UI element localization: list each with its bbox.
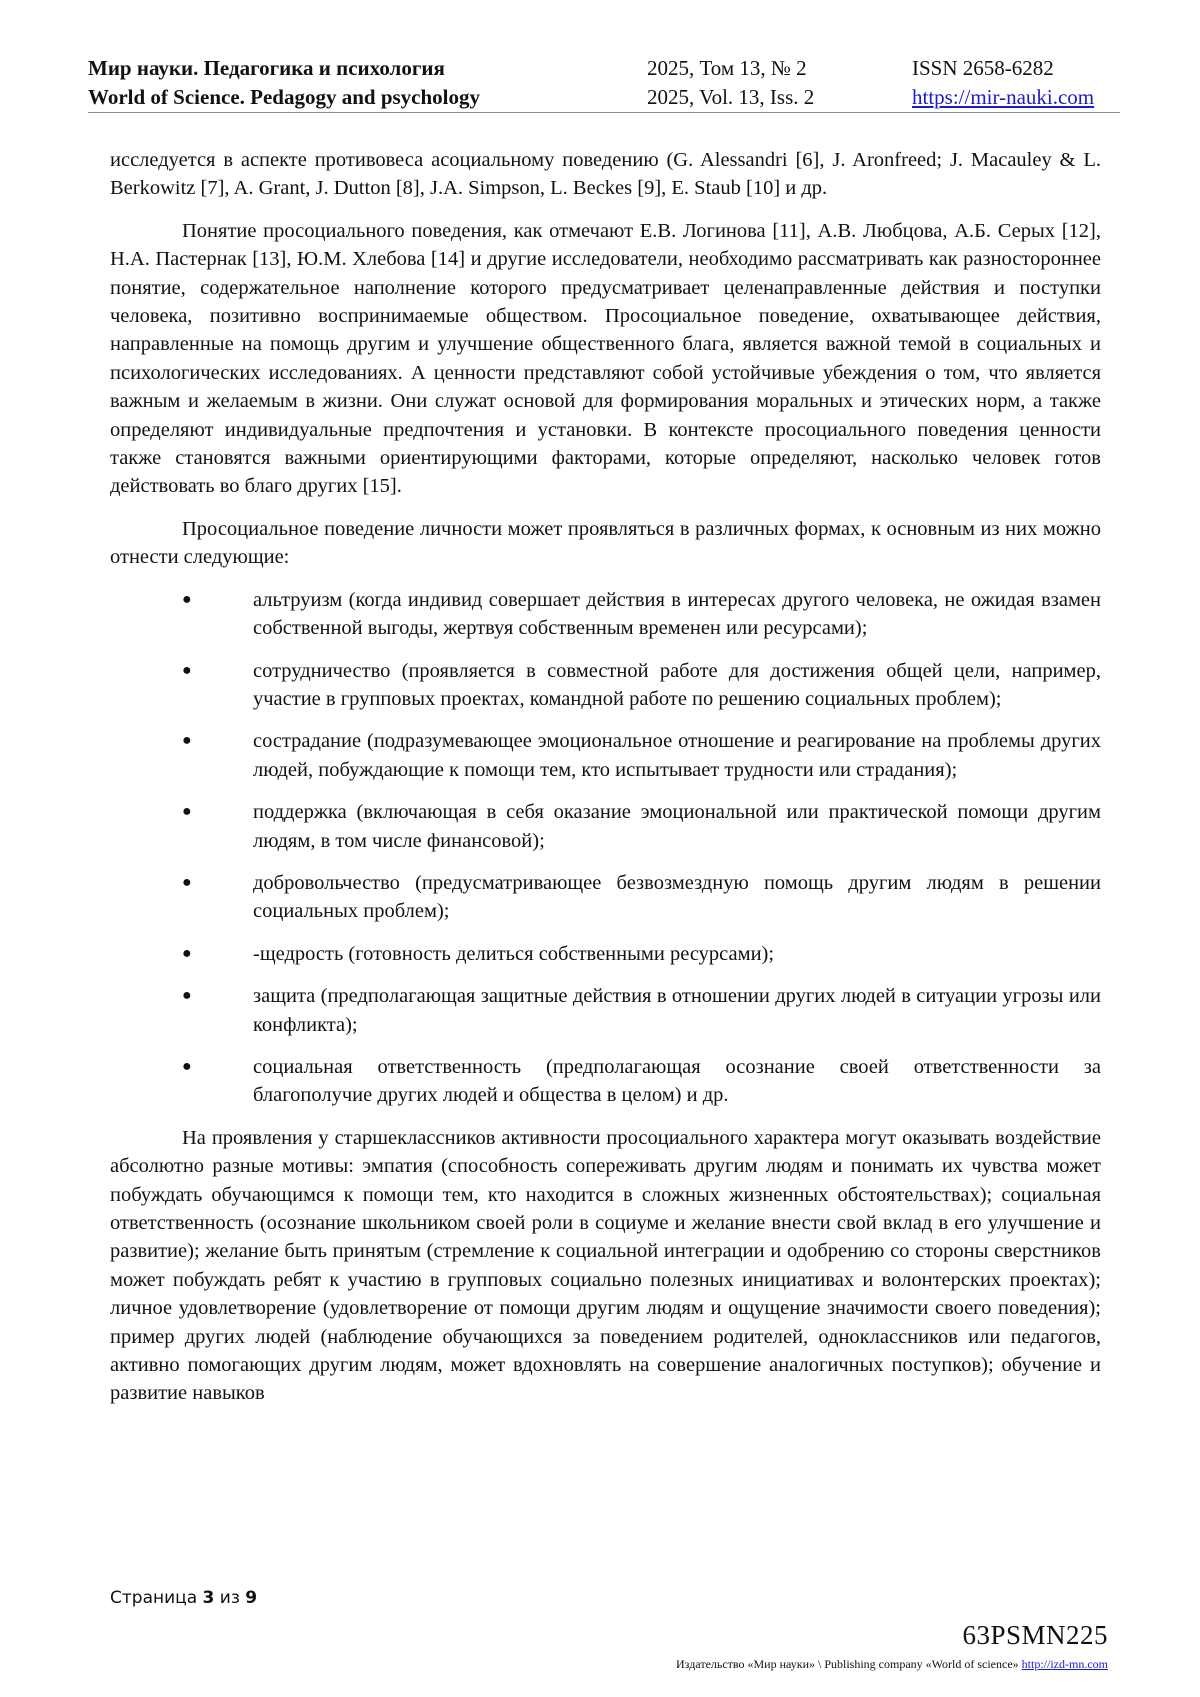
publisher-url-link[interactable]: http://izd-mn.com bbox=[1021, 1657, 1108, 1671]
journal-url-link[interactable]: https://mir-nauki.com bbox=[912, 85, 1095, 109]
paragraph-1: исследуется в аспекте противовеса асоциальному поведению (G. Alessandri [6], J. Aronfreed; J. Macauley & L. Berkowitz [7], A. Grant, J. Dutton [8], J.A. Simpson, L. Beckes [9], E. Staub [10] и др. bbox=[110, 149, 1101, 200]
paragraph-4: На проявления у старшеклассников активности просоциального характера могут оказывать воздействие абсолютно разные мотивы: эмпатия (способность сопереживать другим людям и понимать их чувства может побуждать обучающимся к помощи тем, кто находится в сложных жизненных обстоятельствах); социальная ответственность (осознание школьником своей роли в социуме и желание внести свой вклад в его улучшение и развитие); желание быть принятым (стремление к социальной интеграции и одобрению со стороны сверстников может побуждать ребят к участию в групповых социально полезных инициативах и волонтерских проектах); личное удовлетворение (удовлетворение от помощи другим людям и ощущение значимости своего поведения); пример других людей (наблюдение обучающихся за поведением родителей, одноклассников или педагогов, активно помогающих другим людям, может вдохновлять на совершение аналогичных поступков); обучение и развитие навыков bbox=[110, 1126, 1101, 1405]
list-item: ● -щедрость (готовность делиться собственными ресурсами); bbox=[110, 940, 1101, 968]
page-header bbox=[88, 54, 1120, 113]
bullet-icon: ● bbox=[182, 1057, 192, 1075]
list-item: ● сотрудничество (проявляется в совместной работе для достижения общей цели, например, участие в групповых проектах, командной работе по решению социальных проблем); bbox=[110, 657, 1101, 714]
volume-info bbox=[647, 54, 814, 112]
list-item: ● добровольчество (предусматривающее безвозмездную помощь другим людям в решении социальных проблем); bbox=[110, 869, 1101, 926]
page-number: Страница 3 из 9 bbox=[110, 1588, 258, 1608]
journal-title-ru: Мир науки. Педагогика и психология bbox=[88, 56, 445, 80]
volume-en: 2025, Vol. 13, Iss. 2 bbox=[647, 85, 815, 109]
list-item: ● сострадание (подразумевающее эмоциональное отношение и реагирование на проблемы других людей, побуждающие к помощи тем, кто испытывает трудности или страдания); bbox=[110, 727, 1101, 784]
issn-block bbox=[912, 54, 1094, 112]
list-item: ● социальная ответственность (предполагающая осознание своей ответственности за благополучие других людей и общества в целом) и др. bbox=[110, 1053, 1101, 1110]
list-item: ● защита (предполагающая защитные действия в отношении других людей в ситуации угрозы или конфликта); bbox=[110, 982, 1101, 1039]
publisher-name: Издательство «Мир науки» \ Publishing company «World of science» bbox=[676, 1657, 1019, 1671]
page-current: 3 bbox=[202, 1588, 215, 1608]
volume-ru: 2025, Том 13, № 2 bbox=[647, 56, 807, 80]
journal-title-en: World of Science. Pedagogy and psychology bbox=[88, 85, 481, 109]
journal-title bbox=[88, 54, 480, 112]
page-total: 9 bbox=[245, 1588, 258, 1608]
bullet-icon: ● bbox=[182, 803, 192, 821]
article-body bbox=[110, 146, 1101, 1422]
list-item: ● альтруизм (когда индивид совершает действия в интересах другого человека, не ожидая взамен собственной выгоды, жертвуя собственным временен или ресурсами); bbox=[110, 586, 1101, 643]
prosocial-forms-list bbox=[110, 586, 1101, 1110]
bullet-icon: ● bbox=[182, 732, 192, 750]
list-item: ● поддержка (включающая в себя оказание эмоциональной или практической помощи другим людям, в том числе финансовой); bbox=[110, 798, 1101, 855]
bullet-icon: ● bbox=[182, 987, 192, 1005]
article-code: 63PSMN225 bbox=[962, 1620, 1108, 1650]
bullet-icon: ● bbox=[182, 944, 192, 962]
paragraph-2: Понятие просоциального поведения, как отмечают Е.В. Логинова [11], А.В. Любцова, А.Б. Серых [12], Н.А. Пастернак [13], Ю.М. Хлебова [14] и другие исследователи, необходимо рассматривать как разностороннее понятие, содержательное наполнение которого предусматривает целенаправленные действия и поступки человека, позитивно воспринимаемые обществом. Просоциальное поведение, охватывающее действия, направленные на помощь другим и улучшение общественного блага, является важной темой в социальных и психологических исследованиях. А ценности представляют собой устойчивые убеждения о том, что является важным и желаемым в жизни. Они служат основой для формирования моральных и этических норм, а также определяют индивидуальные предпочтения и установки. В контексте просоциального поведения ценности также становятся важными ориентирующими факторами, которые определяют, насколько человек готов действовать во благо других [15]. bbox=[110, 219, 1101, 498]
paragraph-3: Просоциальное поведение личности может проявляться в различных формах, к основным из них можно отнести следующие: bbox=[110, 517, 1101, 569]
bullet-icon: ● bbox=[182, 661, 192, 679]
issn: ISSN 2658-6282 bbox=[912, 56, 1054, 80]
publisher-line bbox=[676, 1657, 1108, 1672]
bullet-icon: ● bbox=[182, 873, 192, 891]
bullet-icon: ● bbox=[182, 590, 192, 608]
